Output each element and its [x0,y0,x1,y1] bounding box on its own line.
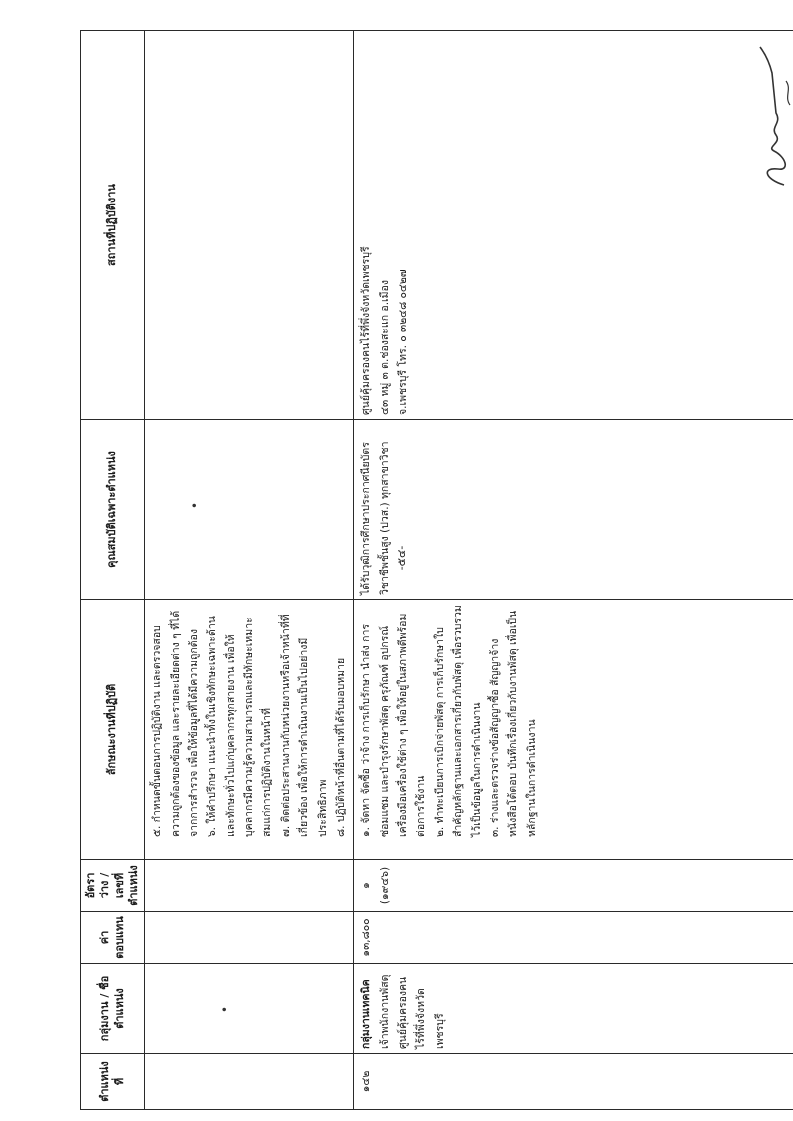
cell-qualifications: ได้รับวุฒิการศึกษาประกาศนียบัตรวิชาชีพชั้นสูง (ปวส.) ทุกสาขาวิชา [354,420,793,600]
table-row [354,31,793,1110]
location-line: ๔๓ หมู่ ๓ ต.ช่องสะแก อ.เมือง [378,280,391,415]
header-row [81,31,145,1110]
position-table [80,30,793,1110]
duty-item: ๖. ให้คำปรึกษา แนะนำทั้งในเชิงทักษะเฉพาะด้านและทักษะทั่วไปแก่บุคลากรทุกสายงาน เพื่อให้บุคลากรมีความรู้ความสามารถและมีทักษะเหมาะสมแก่การปฏิบัติงานในหน้าที่ [206,616,274,837]
duty-item: ๑. จัดหา จัดซื้อ ว่าจ้าง การเก็บรักษา นำส่ง การซ่อมแซม และบำรุงรักษาพัสดุ ครุภัณฑ์ อุปกรณ์ เครื่องมือเครื่องใช้ต่าง ๆ เพื่อให้อยู่ในสภาพดีพร้อมต่อการใช้งาน [360,613,428,837]
header-position-no: ตำแหน่ง ที่ [81,1054,145,1110]
cell-rate [354,860,793,912]
header-qualifications: คุณสมบัติเฉพาะตำแหน่ง [81,420,145,600]
cell-group-title [354,964,793,1054]
cell-pay [145,912,354,964]
duty-item: ๕. กำหนดขั้นตอนการปฏิบัติงาน และตรวจสอบความถูกต้องของข้อมูล และรายละเอียดต่าง ๆ ที่ได้จากการสำรวจ เพื่อให้ข้อมูลที่ได้มีความถูกต้อง [151,610,200,837]
cell-location [354,31,793,420]
duty-item: ๓. ร่างและตรวจร่างข้อสัญญาซื้อ สัญญาจ้าง หนังสือโต้ตอบ บันทึกเรื่องเกี่ยวกับงานพัสดุ เพื่อเป็นหลักฐานในการดำเนินงาน [488,610,538,837]
cell-location [145,31,354,420]
header-duties: ลักษณะงานที่ปฏิบัติ [81,600,145,860]
location-line: ศูนย์คุ้มครองคนไร้ที่พึ่งจังหวัดเพชรบุรี [360,246,373,415]
header-rate: อัตราว่าง / เลขที่ ตำแหน่ง [81,860,145,912]
position-title: เจ้าพนักงานพัสดุ [378,974,391,1049]
duty-item: ๗. ติดต่อประสานงานกับหน่วยงานหรือเจ้าหน้าที่ที่เกี่ยวข้อง เพื่อให้การดำเนินงานเป็นไปอย่างมีประสิทธิภาพ [279,614,329,837]
location-line: จ.เพชรบุรี โทร. ๐ ๓๒๔๘ ๐๔๒๗ [397,269,410,415]
duty-item: ๒. ทำทะเบียนการเบิกจ่ายพัสดุ การเก็บรักษาใบสำคัญหลักฐานและเอกสารเกี่ยวกับพัสดุ เพื่อรวบรวมไว้เป็นข้อมูลในการดำเนินงาน [433,605,483,837]
rate-position-no: (๑๙๔๖) [378,866,391,905]
cell-position-no [145,1054,354,1110]
stray-mark: • [188,501,203,509]
table-row [145,31,354,1110]
cell-qualifications [145,420,354,600]
cell-rate [145,860,354,912]
cell-position-no: ๑๔๒ [354,1054,793,1110]
cell-pay: ๑๓,๘๐๐ [354,912,793,964]
cell-duties [145,600,354,860]
cell-duties [354,600,793,860]
header-group-title: กลุ่มงาน / ชื่อตำแหน่ง [81,964,145,1054]
signature [746,43,793,193]
rate-count: ๑ [360,882,373,889]
stray-mark: • [218,1005,233,1013]
group-name: กลุ่มงานเทคนิค [360,979,373,1049]
duty-item: ๘. ปฏิบัติหน้าที่อื่นตามที่ได้รับมอบหมาย [334,657,347,837]
page-number: -๕๔- [395,545,408,571]
header-location: สถานที่ปฏิบัติงาน [81,31,145,420]
unit-name: ศูนย์คุ้มครองคนไร้ที่พึ่งจังหวัดเพชรบุรี [397,976,446,1049]
cell-group-title [145,964,354,1054]
header-pay: ค่า ตอบแทน [81,912,145,964]
